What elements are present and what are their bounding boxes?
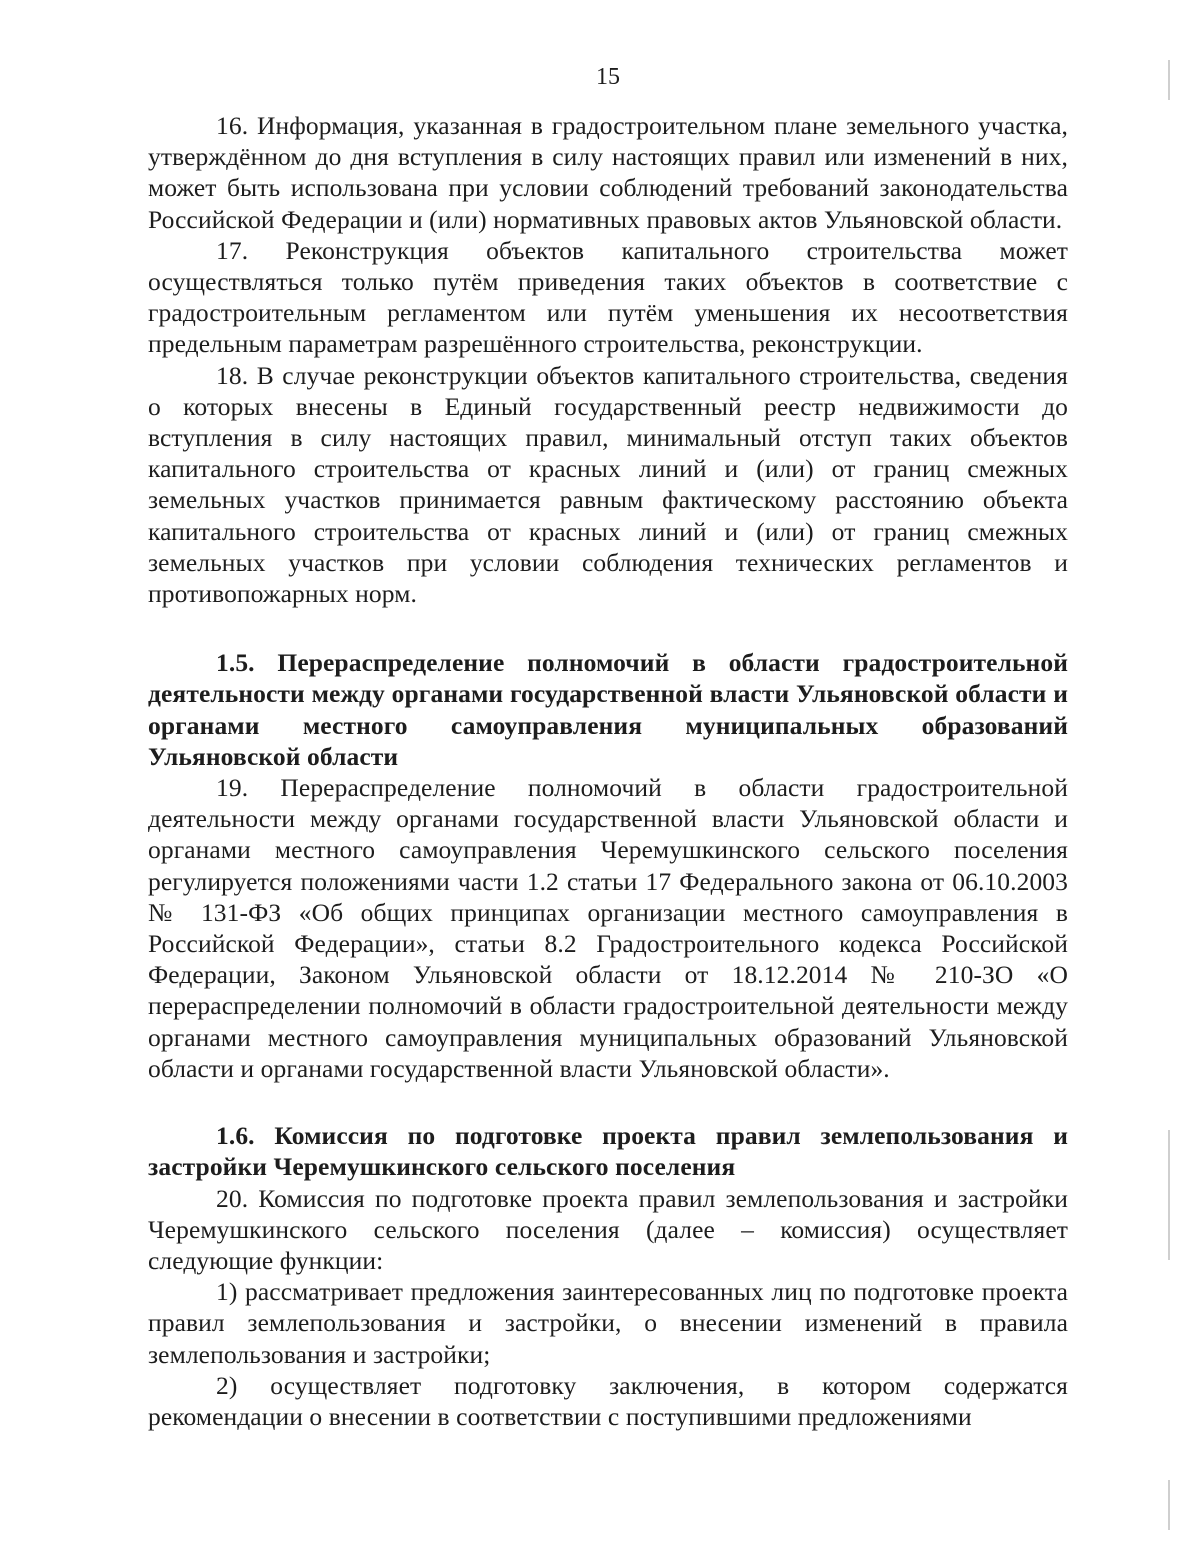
section-spacer xyxy=(148,609,1068,647)
scan-edge-mark xyxy=(1168,1480,1170,1530)
paragraph-18: 18. В случае реконструкции объектов капитального строительства, сведения о которых внесены в Единый государственный реестр недвижимости до вступления в силу настоящих правил, минимальный отступ таких объектов капитального строительства от красных линий и (или) от границ смежных земельных участков принимается равным фактическому расстоянию объекта капитального строительства от красных линий и (или) от границ смежных земельных участков при условии соблюдения технических регламентов и противопожарных норм. xyxy=(148,360,1068,609)
scan-edge-mark xyxy=(1168,1130,1170,1260)
paragraph-20: 20. Комиссия по подготовке проекта правил землепользования и застройки Черемушкинского сельского поселения (далее – комиссия) осуществляет следующие функции: xyxy=(148,1183,1068,1275)
paragraph-16: 16. Информация, указанная в градостроительном плане земельного участка, утверждённом до дня вступления в силу настоящих правил или изменений в них, может быть использована при условии соблюдений требований законодательства Российской Федерации и (или) нормативных правовых актов Ульяновской области. xyxy=(148,111,1068,234)
paragraph-17: 17. Реконструкция объектов капитального строительства может осуществляться только путём приведения таких объектов в соответствие с градостроительным регламентом или путём уменьшения их несоответствия предельным параметрам разрешённого строительства, реконструкции. xyxy=(148,235,1068,359)
list-item-2: 2) осуществляет подготовку заключения, в котором содержатся рекомендации о внесении в соответствии с поступившими предложениями xyxy=(148,1370,1068,1431)
section-spacer xyxy=(148,1084,1068,1120)
page-number: 15 xyxy=(596,64,620,90)
list-item-1: 1) рассматривает предложения заинтересованных лиц по подготовке проекта правил землепользования и застройки, о внесении изменений в правила землепользования и застройки; xyxy=(148,1277,1068,1369)
section-heading-1-6: 1.6. Комиссия по подготовке проекта правил землепользования и застройки Черемушкинского сельского поселения xyxy=(148,1121,1068,1182)
section-heading-1-5: 1.5. Перераспределение полномочий в области градостроительной деятельности между органами государственной власти Ульяновской области и органами местного самоуправления муниципальных образований Ульяновской области xyxy=(148,648,1068,771)
document-page xyxy=(148,62,1068,1432)
paragraph-19: 19. Перераспределение полномочий в области градостроительной деятельности между органами государственной власти Ульяновской области и органами местного самоуправления Черемушкинского сельского поселения регулируется положениями части 1.2 статьи 17 Федерального закона от 06.10.2003 № 131-ФЗ «Об общих принципах организации местного самоуправления в Российской Федерации», статьи 8.2 Градостроительного кодекса Российской Федерации, Законом Ульяновской области от 18.12.2014 № 210-ЗО «О перераспределении полномочий в области градостроительной деятельности между органами местного самоуправления муниципальных образований Ульяновской области и органами государственной власти Ульяновской области». xyxy=(148,773,1068,1083)
scan-edge-mark xyxy=(1168,60,1170,100)
